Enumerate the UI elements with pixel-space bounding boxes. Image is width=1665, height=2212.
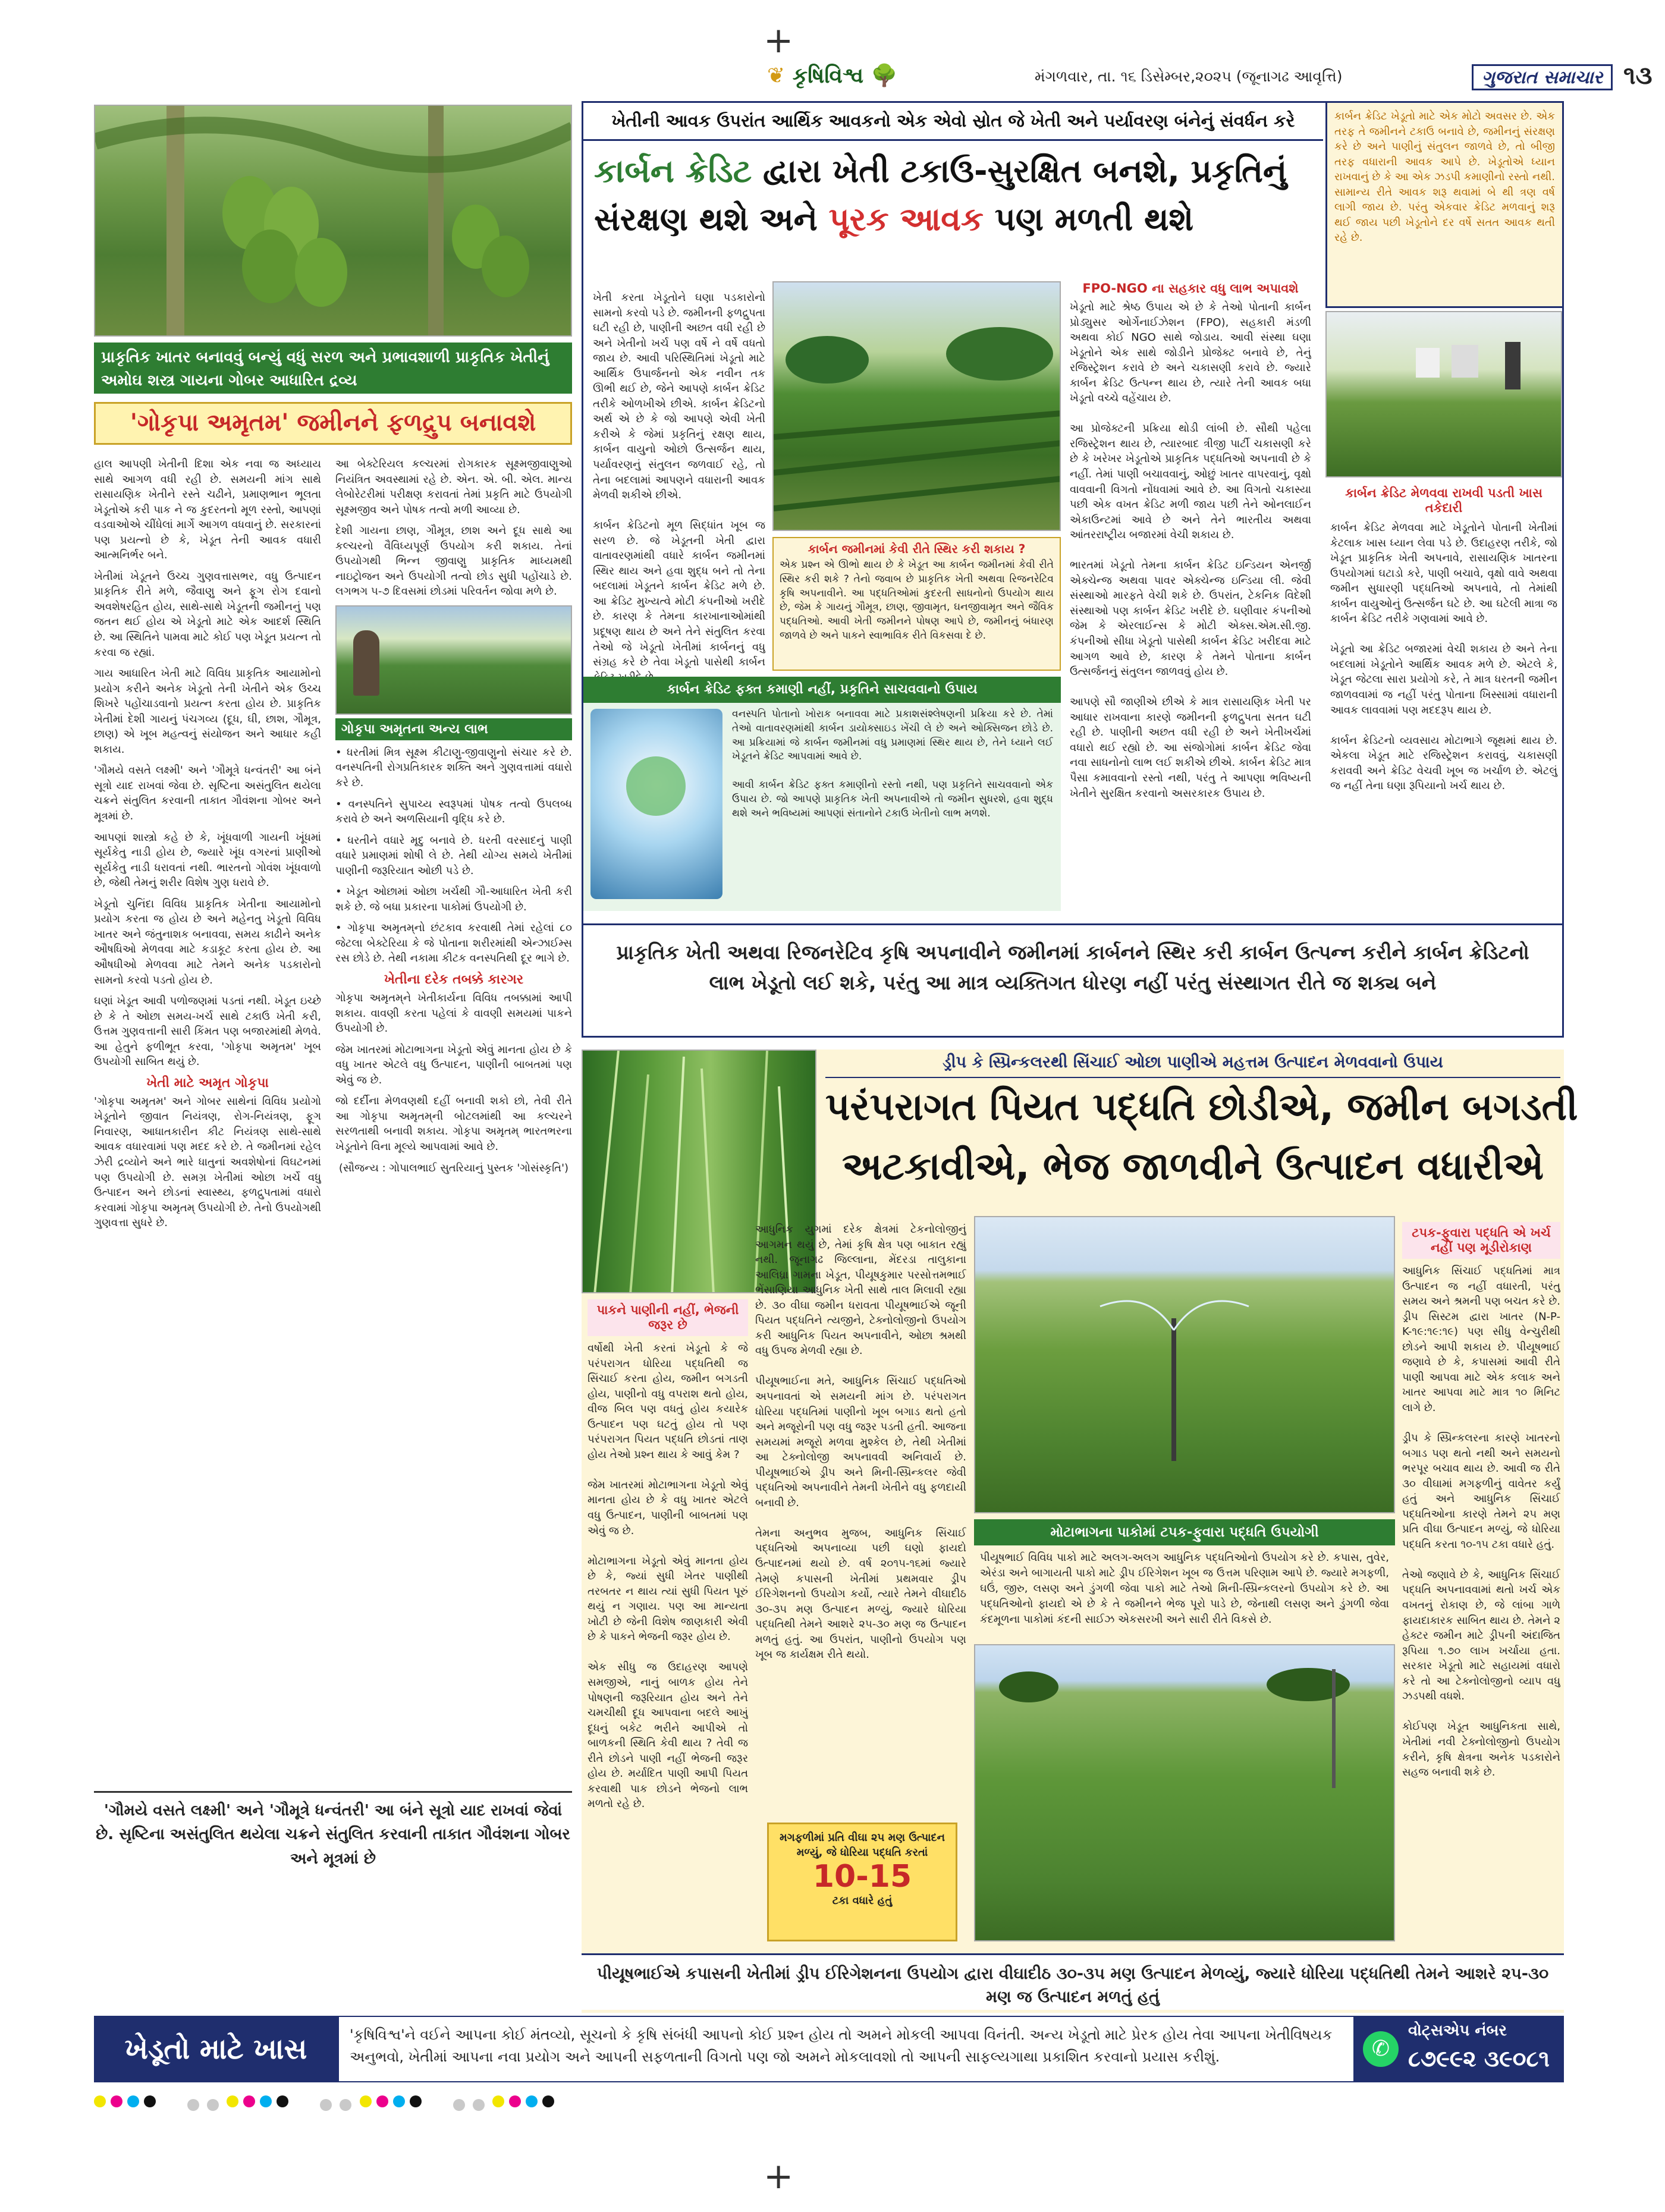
carbon-box-1-title: કાર્બન જમીનમાં કેવી રીતે સ્થિર કરી શકાય ? <box>808 542 1026 556</box>
benefit-text: ધરતીમાં મિત્ર સૂક્ષ્મ કીટાણુ-જીવાણુનો સંચાર કરે છે. વનસ્પતિની રોગપ્રતિકારક શક્તિ અને ગુણવત્તામાં વધારો કરે છે. <box>335 746 572 790</box>
carbon-right-text: કાર્બન ક્રેડિટ મેળવવા માટે ખેડૂતોને પોતાની ખેતીમાં કેટલાક ખાસ ધ્યાન લેવા પડે છે. ઉદાહરણ તરીકે, જો ખેડૂત પ્રાકૃતિક ખેતી અપનાવે, રાસાયણિક ખાતરના ઉપયોગમાં ઘટાડો કરે, પાણી બચાવે, વૃક્ષો વાવે અથવા જમીન સુધારણી પદ્ધતિઓ અપનાવે, તો તેમાંથી કાર્બન વાયુઓનું ઉત્સર્જન ઘટે છે. આ ઘટેલી માત્રા જ કાર્બન ક્રેડિટ તરીકે ગણવામાં આવે છે. ખેડૂતો આ ક્રેડિટ બજારમાં વેચી શકાય છે અને તેના બદલામાં ખેડૂતોને આર્થિક આવક મળે છે. એટલે કે, ખેડૂત જેટલા સારા પ્રયોગો કરે, તે માત્ર ધરતની જમીન જાળવવામાં જ નહીં પરંતુ પોતાના ખિસ્સામાં વધારાની આવક લાવવામાં પણ મદદરૂપ થાય છે. કાર્બન ક્રેડિટનો વ્યવસાય મોટાભાગે જૂથમાં થાય છે. એકલા ખેડૂત માટે રજિસ્ટ્રેશન કરાવવું, ચકાસણી કરાવવી અને ક્રેડિટ વેચવી ખૂબ જ ખર્ચાળ છે. એટલું જ નહીં તેના ઘણા રૂપિયાનો ખર્ચ થાય છે. <box>1330 521 1557 793</box>
irrigation-right-subhead: ટપક-ફુવારા પદ્ધતિ એ ખર્ચ નહીં પણ મૂડીરોકાણ <box>1402 1222 1560 1259</box>
newspaper-masthead: ગુજરાત સમાચાર <box>1472 64 1613 90</box>
registration-mark-bottom: + <box>764 2156 794 2197</box>
registration-dot <box>509 2095 521 2107</box>
carbon-box-1 <box>772 537 1061 671</box>
farmer-figure <box>353 630 379 696</box>
registration-dot <box>243 2095 255 2107</box>
gray-bar <box>473 2099 485 2111</box>
whatsapp-number: ૮૭૯૯૨ ૩૯૦૮૧ <box>1408 2046 1550 2072</box>
whatsapp-box <box>1355 2016 1564 2082</box>
carbon-globe-photo <box>590 709 722 899</box>
source-credit: (સૌજન્ય : ગોપાલભાઈ સુતરિયાનું પુસ્તક 'ગોસંસ્કૃતિ') <box>338 1161 569 1174</box>
irrigation-headline-line1: પરંપરાગત પિયત પદ્ધતિ છોડીએ, જમીન બગડતી <box>825 1085 1578 1129</box>
carbon-sidebar: કાર્બન ક્રેડિટ ખેડૂતો માટે એક મોટો અવસર છે. એક તરફ તે જમીનને ટકાઉ બનાવે છે, જમીનનું સંરક્ષણ કરે છે અને પાણીનું સંતુલન જાળવે છે, તો બીજી તરફ વધારાની આવક આપે છે. ખેડૂતોએ ધ્યાન રાખવાનું છે કે આ એક ઝડપી કમાણીનો રસ્તો નથી. સામાન્ય રીતે આવક શરૂ થવામાં બે થી ત્રણ વર્ષ લાગી જાય છે. પરંતુ એકવાર ક્રેડિટ મળવાનું શરૂ થઈ જાય પછી ખેડૂતોને દર વર્ષે સતત આવક થતી રહે છે. <box>1325 103 1562 308</box>
benefit-item: • વનસ્પતિને સુપાચ્ય સ્વરૂપમાં પોષક તત્વો ઉપલબ્ધ કરાવે છે અને અળસિયાની વૃદ્ધિ કરે છે. <box>335 797 572 826</box>
registration-dot <box>410 2095 422 2107</box>
drip-field-photo <box>974 1216 1395 1513</box>
carbon-box-2 <box>583 703 1061 911</box>
registration-mark-top: + <box>764 20 794 61</box>
article-paragraph: જો દર્દીના મેળવણથી દહીં બનાવી શકો છો, તેવી રીતે આ ગોકૃપા અમૃતમ્‌ની બોટલમાંથી આ કલ્ચરને સરળતાથી બનાવી શકાય. ગોકૃપા અમૃતમ્ ભારતભરના ખેડૂતોને વિના મૂલ્યે આપવામાં આવે છે. <box>335 1095 572 1153</box>
registration-dot <box>277 2095 288 2107</box>
irrigation-headline-line2: અટકાવીએ, ભેજ જાળવીને ઉત્પાદન વધારીએ <box>841 1145 1544 1189</box>
carbon-headline-black-2: સંરક્ષણ થશે અને <box>594 200 818 238</box>
color-registration-strip <box>94 2095 1564 2113</box>
article-paragraph: ગોકૃપા અમૃતમ્‌ને ખેતીકાર્યના વિવિધ તબક્કામાં આપી શકાય. વાવણી કરતા પહેલાં કે વાવણી સમયમાં પાકને ઉપયોગી છે. <box>335 992 572 1035</box>
plough-photo <box>1325 311 1562 477</box>
fpo-title: FPO-NGO ના સહકાર વધુ લાભ અપાવશે <box>1082 281 1299 296</box>
gokrupa-story <box>94 105 572 1900</box>
article-paragraph: દેશી ગાયના છાણ, ગૌમૂત્ર, છાશ અને દૂધ સાથે આ કલ્ચરનો વૈવિધ્યપૂર્ણ ઉપયોગ કરી શકાય. તેનાં ઉપયોગથી ભિન્ન જીવાણુ પ્રાકૃતિક માધ્યમથી નાઇટ્રોજન અને ઉપયોગી તત્વો છોડ સુધી પહોંચાડે છે. લગભગ ૫-૭ દિવસમાં છોડમાં પરિવર્તન જોવા મળે છે. <box>335 524 572 598</box>
registration-dot <box>360 2095 372 2107</box>
irrigation-footer: પીયૂષભાઈએ કપાસની ખેતીમાં ડ્રીપ ઈરિગેશનના ઉપયોગ દ્વારા વીઘાદીઠ ૩૦-૩૫ મણ ઉત્પાદન મેળવ્યું, જ્યારે ધોરિયા પદ્ધતિથી તેમને આશરે ૨૫-૩૦ મણ જ ઉત્પાદન મળતું હતું <box>582 1953 1564 2010</box>
registration-dot <box>144 2095 156 2107</box>
carbon-box-1-text: એક પ્રશ્ન એ ઊભો થાય છે કે ખેડૂત આ કાર્બન જમીનમાં કેવી રીતે સ્થિર કરી શકે ? તેનો જવાબ છે પ્રાકૃતિક ખેતી અથવા રિજનરેટિવ કૃષિ અપનાવીને. આ પદ્ધતિઓમાં કુદરતી સાધનોનો ઉપયોગ થાય છે, જેમ કે ગાયનું ગૌમૂત્ર, છાણ, જીવામૃત, ઘનજીવામૃત અને જૈવિક પદ્ધતિઓ. આવી ખેતી જમીનને પોષણ આપે છે, જમીનનું બંધારણ જાળવે છે અને પાકને સ્વાભાવિક રીતે વિકસવા દે છે. <box>780 559 1054 642</box>
globe-icon <box>626 756 686 816</box>
gokrupa-column-1 <box>94 457 321 1777</box>
usage-title: ખેતીના દરેક તબક્કે કારગર <box>384 972 524 988</box>
benefits-title: ગોકૃપા અમૃતના અન્ય લાભ <box>335 718 572 740</box>
irrigation-col2-text: આધુનિક યુગમાં દરેક ક્ષેત્રમાં ટેકનોલોજીનું આગમન થયું છે, તેમાં કૃષિ ક્ષેત્ર પણ બાકાત રહ્યું નથી. જૂનાગઢ જિલ્લાના, મેંદરડા તાલુકાના આલિધ્રા ગામના ખેડૂત, પીયૂષકુમાર પરસોત્તમભાઈ ભેંસાણિયા આધુનિક ખેતી સાથે તાલ મિલાવી રહ્યા છે. ૩૦ વીઘા જમીન ધરાવતા પીયૂષભાઈએ જૂની પિયત પદ્ધતિને ત્યજીને, ટેક્નોલોજીનો ઉપયોગ કરી આધુનિક પિયત અપનાવીને, ઓછા શ્રમથી વધુ ઉપજ મેળવી રહ્યા છે. પીયૂષભાઈના મતે, આધુનિક સિંચાઈ પદ્ધતિઓ અપનાવતાં એ સમયની માંગ છે. પરંપરાગત ધોરિયા પદ્ધતિમાં પાણીનો ખૂબ બગાડ થતો હતો અને મજૂરોની પણ વધુ જરૂર પડતી હતી. આજના સમયમાં મજૂરો મળવા મુશ્કેલ છે, તેથી ખેતીમાં આ ટેક્નોલોજી અપનાવવી અનિવાર્ય છે. પીયૂષભાઈએ ડ્રીપ અને મિની-સ્પ્રિન્કલર જેવી પદ્ધતિઓ અપનાવીને તેમની ખેતીને વધુ ફળદાયી બનાવી છે. તેમના અનુભવ મુજબ, આધુનિક સિંચાઈ પદ્ધતિઓ અપનાવ્યા પછી ઘણો ફાયદો ઉત્પાદનમાં થયો છે. વર્ષ ૨૦૧૫-૧૬માં જ્યારે તેમણે કપાસની ખેતીમાં પ્રથમવાર ડ્રીપ ઈરિગેશનનો ઉપયોગ કર્યો, ત્યારે તેમને વીઘાદીઠ ૩૦-૩૫ મણ ઉત્પાદન મળ્યું, જ્યારે ધોરિયા પદ્ધતિથી તેમને આશરે ૨૫-૩૦ મણ જ ઉત્પાદન મળતું હતું. આ ઉપરાંત, પાણીનો ઉપયોગ પણ ખૂબ જ કાર્યક્ષમ રીતે થયો. <box>755 1223 966 1661</box>
gray-bar <box>320 2099 332 2111</box>
fpo-text: ખેડૂતો માટે શ્રેષ્ઠ ઉપાય એ છે કે તેઓ પોતાની કાર્બન પ્રોડ્યુસર ઓર્ગેનાઈઝેશન (FPO), સહકારી મંડળી અથવા કોઈ NGO સાથે જોડાય. આવી સંસ્થા ઘણા ખેડૂતોને એક સાથે જોડીને પ્રોજેક્ટ બનાવે છે, તેનું રજિસ્ટ્રેશન કરાવે છે અને ચકાસણી કરાવે છે. જ્યારે કાર્બન ક્રેડિટ ઉત્પન્ન થાય છે, ત્યારે તેની આવક બધા ખેડૂતો વચ્ચે વહેંચાય છે. આ પ્રોજેક્ટની પ્રક્રિયા થોડી લાંબી છે. સૌથી પહેલા રજિસ્ટ્રેશન થાય છે, ત્યારબાદ ત્રીજી પાર્ટી ચકાસણી કરે છે કે ખરેખર ખેડૂતોએ પ્રાકૃતિક પદ્ધતિઓ અપનાવી છે કે નહીં. તેમાં પાણી બચાવવાનું, ઓછું ખાતર વાપરવાનું, વૃક્ષો વાવવાની વિગતો નોંધવામાં આવે છે. આ વિગતો ચકાસ્યા પછી એક વખત ક્રેડિટ મળી જાય પછી તેને ઓનલાઈન એકાઉન્ટમાં આવે છે અને તેને ભારતીય અથવા આંતરરાષ્ટ્રીય બજારમાં વેચી શકાય છે. ભારતમાં ખેડૂતો તેમના કાર્બન ક્રેડિટ ઇન્ડિયન એનર્જી એક્ચેન્જ અથવા પાવર એક્ચેન્જ ઇન્ડિયા લી. જેવી સંસ્થાઓ મારફતે વેચી શકે છે. ઉપરાંત, ટેકનિક વિદેશી સંસ્થાઓ પણ કાર્બન ક્રેડિટ ખરીદે છે. ઘણીવાર કંપનીઓ જેમ કે એરલાઈન્સ કે મોટી એક્સ.એમ.સી.જી. કંપનીઓ સીધા ખેડૂતો પાસેથી કાર્બન ક્રેડિટ ખરીદવા માટે આગળ આવે છે, કારણ કે તેમને પોતાના કાર્બન ઉત્સર્જનનું સંતુલન જાળવવું હોય છે. આપણે સૌ જાણીએ છીએ કે માત્ર રાસાયણિક ખેતી પર આધાર રાખવાના કારણે જમીનની ફળદ્રુપતા સતત ઘટી રહી છે. પાણીની અછત વધી રહી છે અને ખેતીખર્ચમાં વધારો થઈ રહ્યો છે. આ સંજોગોમાં કાર્બન ક્રેડિટ જેવા નવા સાધનોનો લાભ લઈ શકીએ છીએ. કાર્બન ક્રેડિટ માત્ર પૈસા કમાવવાનો રસ્તો નથી, પરંતુ તે આપણા ભવિષ્યની ખેતીને સુરક્ષિત કરવાનો અસરકારક ઉપાય છે. <box>1070 301 1311 800</box>
field-trees <box>975 1645 1395 1941</box>
gray-bar <box>453 2099 465 2111</box>
carbon-headline-black: દ્વારા ખેતી ટકાઉ-સુરક્ષિત બનશે, પ્રકૃતિનું <box>762 152 1287 190</box>
registration-dot <box>492 2095 504 2107</box>
article-paragraph: ખેતી કરતા ખેડૂતોને ઘણા પડકારોનો સામનો કરવો પડે છે. જમીનની ફળદ્રુપતા ઘટી રહી છે, પાણીની અછત વધી રહી છે અને ખેતીનો ખર્ચ પણ વર્ષે ને વર્ષે વધતો જાય છે. આવી પરિસ્થિતિમાં ખેડૂતો માટે આર્થિક ઉપાર્જનનો એક નવીન તક ઊભી થઈ છે, જેને આપણે કાર્બન ક્રેડિટ તરીકે ઓળખીએ છીએ. કાર્બન ક્રેડિટનો અર્થ એ છે કે જો આપણે એવી ખેતી કરીએ કે જેમાં પ્રકૃતિનું રક્ષણ થાય, કાર્બન વાયુનો ઓછો ઉત્સર્જન થાય, પર્યાવરણનું સંતુલન જળવાઈ રહે, તો તેના બદલામાં આપણને વધારાની આવક મેળવી શકીએ છીએ. કાર્બન ક્રેડિટનો મૂળ સિદ્ધાંત ખૂબ જ સરળ છે. જે ખેડૂતની ખેતી દ્વારા વાતાવરણમાંથી વધારે કાર્બન જમીનમાં સ્થિર થાય અને હવા શુદ્ધ બને તો તેના બદલામાં ખેડૂતને કાર્બન ક્રેડિટ મળે છે. આ ક્રેડિટ મુખ્યત્વે મોટી કંપનીઓ ખરીદે છે. કારણ કે તેમના કારખાનાઓમાંથી પ્રદૂષણ થાય છે અને તેને સંતુલિત કરવા તેઓ જે ખેડૂતો ખેતીમાં કાર્બનનું વધુ સંગ્રહ કરે છે તેવા ખેડૂતો પાસેથી કાર્બન <box>593 291 765 669</box>
gray-bar <box>207 2099 219 2111</box>
carbon-headline-line2 <box>594 195 1314 243</box>
article-paragraph: હાલ આપણી ખેતીની દિશા એક નવા જ અધ્યાય સાથે આગળ વધી રહી છે. સમયની માંગ સાથે રાસાયણિક ખેતીને રસ્તે ચઢીને, પ્રમાણભાન ભૂલતા ખેડૂતોએ કરી પાક ને જ કુદરતનો મૂળ રસ્તો, આપણાં વડવાઓએ ચીંધેલાં માર્ગે આગળ વધવાનું છે. સરકારનાં પણ પ્રયત્નો છે કે, ખેડૂત તેની આવક વધારી આત્મનિર્ભર બને. <box>94 458 321 562</box>
article-paragraph: 'ગોકૃપા અમૃતમ' અને ગોબર સાથેનાં વિવિધ પ્રયોગો ખેડૂતોને જીવાત નિયંત્રણ, રોગ-નિયંત્રણ, ફૂગ નિવારણ, આધાતકારીન કીટ નિયંત્રણ સાથે-સાથે આવક વધારવામાં પણ મદદ કરે છે. તે જમીનમાં રહેલ ઝેરી દ્રવ્યોને અને ભારે ધાતુનાં અવશેષોનાં વિઘટનમાં પણ ઉપયોગી છે. સમગ્ર ખેતીમાં ઓછા ખર્ચે વધુ ઉત્પાદન અને છોડનાં સ્વાસ્થ્ય, ફળદ્રુપતામાં વધારો કરવામાં ગોકૃપા અમૃતમ્ ઉપયોગી છે. તેનો ઉપયોગથી ગુણવત્તા સુધરે છે. <box>94 1095 321 1230</box>
benefit-item: • ધરતીને વધારે મૃદુ બનાવે છે. ધરતી વરસાદનું પાણી વધારે પ્રમાણમાં શોષી લે છે. તેથી યોગ્ય સમયે ખેતીમાં પાણીની જરૂરિયાત ઓછી પડે છે. <box>335 834 572 877</box>
gokrupa-kicker: પ્રાકૃતિક ખાતર બનાવવું બન્યું વધું સરળ અને પ્રભાવશાળી પ્રાકૃતિક ખેતીનું અમોઘ શસ્ત્ર ગાયના ગોબર આધારિત દ્રવ્ય <box>94 343 572 394</box>
benefit-text: વનસ્પતિને સુપાચ્ય સ્વરૂપમાં પોષક તત્વો ઉપલબ્ધ કરાવે છે અને અળસિયાની વૃદ્ધિ કરે છે. <box>335 797 572 826</box>
article-paragraph: જેમ ખાતરમાં મોટાભાગના ખેડૂતો એવું માનતા હોય છે કે વધુ ખાતર એટલે વધુ ઉત્પાદન, પાણીની બાબતમાં પણ એવું જ છે. <box>335 1043 572 1086</box>
registration-dot <box>376 2095 388 2107</box>
irrigation-kicker: ડ્રીપ કે સ્પ્રિન્કલરથી સિંચાઈ ઓછા પાણીએ મહત્તમ ઉત્પાદન મેળવવાનો ઉપાય <box>825 1053 1560 1078</box>
benefit-item: • ખેડૂત ઓછામાં ઓછા ખર્ચથી ગૌ-આધારિત ખેતી કરી શકે છે. જે બધા પ્રકારના પાકોમાં ઉપયોગી છે. <box>335 885 572 913</box>
photo-caption-text: પીયૂષભાઈ વિવિધ પાકો માટે અલગ-અલગ આધુનિક પદ્ધતિઓનો ઉપયોગ કરે છે. કપાસ, તુવેર, એરંડા અને બાગાયતી પાકો માટે ડ્રીપ ઈરિગેશન ખૂબ જ ઉત્તમ પરિણામ આપે છે. જ્યારે મગફળી, ઘઉં, જીરુ, લસણ અને ડુંગળી જેવા પાકો માટે તેઓ મિની-સ્પ્રિન્કલરનો ઉપયોગ કરે છે. આ પદ્ધતિઓનો ફાયદો એ છે કે તે જમીનને ભેજ પૂરો પાડે છે, જેનાથી લસણ અને ડુંગળી જેવા કંદમૂળના પાકોમાં કંદની સાઈઝ એકસરખી અને સારી રીતે વિકસે છે. <box>980 1551 1389 1626</box>
irrigation-col1-text: વર્ષોથી ખેતી કરતાં ખેડૂતો કે જે પરંપરાગત ધોરિયા પદ્ધતિથી જ સિંચાઈ કરતા હોય, જમીન બગડતી હોય, પાણીનો વધુ વપરાશ થતો હોય, વીજ બિલ પણ વધતું હોય કયારેક ઉત્પાદન પણ ઘટતું હોય તો પણ પરંપરાગત પિયત પદ્ધતિ છોડતાં તાણ હોય તેઓ પ્રશ્ન થાય કે આવું કેમ ? જેમ ખાતરમાં મોટાભાગના ખેડૂતો એવું માનતા હોય છે કે વધુ ખાતર એટલે વધુ ઉત્પાદન, પાણીની બાબતમાં પણ એવું જ છે. મોટાભાગના ખેડૂતો એવું માનતા હોય છે કે, જ્યાં સુધી ખેતર પાણીથી તરબતર ન થાય ત્યાં સુધી પિયત પૂરું થયું ન ગણાય. પણ આ માન્યતા ખોટી છે જેની વિશેષ જાણકારી એવી છે કે પાકને ભેજની જરૂર હોય છે. એક સીધુ જ ઉદાહરણ આપણે સમજીએ, નાનું બાળક હોય તેને પોષણની જરૂરિયાત હોય અને તેને ચમચીથી દૂધ આપવાના બદલે આખું દૂધનું બકેટ ભરીને આપીએ તો બાળકની સ્થિતિ કેવી થાય ? તેવી જ રીતે છોડને પાણી નહીં ભેજની જરૂર હોય છે. મર્યાદિત પાણી આપી પિયત કરવાથી પાક છોડને ભેજનો લાભ મળતો રહે છે. <box>588 1342 748 1811</box>
gokrupa-subhead: ખેતી માટે અમૃત ગોકૃપા <box>146 1075 269 1091</box>
photo-caption-title: મોટાભાગના પાકોમાં ટપક-ફુવારા પદ્ધતિ ઉપયોગી <box>974 1519 1395 1545</box>
crops-photo <box>772 281 1061 531</box>
plough-illustration <box>1327 312 1562 477</box>
article-paragraph: આ બેક્ટેરિયલ કલ્ચરમાં રોગકારક સૂક્ષ્મજીવાણુઓ નિયંત્રિત અવસ્થામાં રહે છે. એન. એ. બી. એલ. માન્ય લેબોરેટરીમાં પરીક્ષણ કરાવતાં તેમાં પ્રકૃતિ માટે ઉપયોગી સૂક્ષ્મજીવ અને પોષક તત્વો મળી આવ્યા છે. <box>335 458 572 516</box>
benefit-text: ગોકૃપા અમૃતમ્‌નો છંટકાવ કરવાથી તેમાં રહેલાં ૮૦ જેટલા બેક્ટેરિયા કે જે પોતાના શરીરમાંથી એન્ઝાઈમ્સ રસ છોડે છે. તેથી નકામા કીટક વનસ્પતિથી દૂર ભાગે છે. <box>335 922 572 965</box>
gray-bar <box>187 2099 199 2111</box>
registration-dot <box>260 2095 272 2107</box>
gokrupa-headline: 'ગોકૃપા અમૃતમ' જમીનને ફળદ્રુપ બનાવશે <box>94 402 572 445</box>
carbon-headline-red: પૂરક આવક <box>828 200 984 238</box>
article-paragraph: ગાય આધારિત ખેતી માટે વિવિધ પ્રાકૃતિક આયામોનો પ્રયોગ કરીને અનેક ખેડૂતો તેની ખેતીને એક ઉચ્ચ શિખરે પહોંચાડવાનો પ્રયત્ન કરતા હોય છે. પ્રાકૃતિક ખેતીમાં દેશી ગાયનું પંચગવ્ય (દૂધ, ઘી, છાશ, ગૌમૂત્ર, છાણ) એ ખૂબ મહત્વનું સંયોજન અને આધાર કહી શકાય. <box>94 667 321 756</box>
registration-dot <box>542 2095 554 2107</box>
section-logo <box>767 63 897 89</box>
article-paragraph: ખેડૂતો ચુનિંદા વિવિધ પ્રાકૃતિક ખેતીના આયામોનો પ્રયોગ કરતા જ હોય છે અને મહેનતુ ખેડૂતો વિવિધ ખાતર અને જંતુનાશક બનાવવા, સમય કાઢીને અનેક ઔષધિઓ મેળવવા માટે કડાકૂટ કરતા હોય છે. આ ઔષધીઓ મેળવવા માટે તેમને અનેક પડકારોનો સામનો કરવો પડતો હોય છે. <box>94 897 321 986</box>
whatsapp-icon: ✆ <box>1363 2031 1399 2067</box>
page-header <box>767 59 1665 95</box>
irrigation-story <box>582 1050 1578 2013</box>
page-number: ૧૩ <box>1623 61 1653 90</box>
carbon-fpo-column <box>1070 281 1311 912</box>
irrigation-col1-subhead: પાકને પાણીની નહીં, ભેજની જરૂર છે <box>588 1299 748 1336</box>
highlight-value: 10-15 <box>812 1859 912 1895</box>
gokrupa-column-2 <box>335 457 572 1777</box>
article-paragraph: આપણાં શાસ્ત્રો કહે છે કે, ખૂંધવાળી ગાયની ખૂંધમાં સૂર્યકેતુ નાડી હોય છે, જ્યારે ખૂંધ વગરનાં પ્રાણીઓ સૂર્યકેતુ નાડી ધરાવતાં નથી. ભારતનો ગોવંશ ખૂંધવાળો છે, જેથી તેમનું શરીર વિશેષ ગુણ ધરાવે છે. <box>94 831 321 890</box>
irrigation-right-column <box>1402 1222 1560 1941</box>
irrigation-column-2 <box>755 1222 966 1817</box>
dateline: મંગળવાર, તા. ૧૬ ડિસેમ્બર,૨૦૨૫ (જૂનાગઢ આવૃત્તિ) <box>1035 68 1343 85</box>
farmer-field-photo <box>335 605 572 715</box>
carbon-headline-green: કાર્બન ક્રેડિટ <box>594 152 752 190</box>
bottom-band-text: 'કૃષિવિશ્વ'ને વઈને આપના કોઈ મંતવ્યો, સૂચનો કે કૃષિ સંબંધી આપનો કોઈ પ્રશ્ન હોય તો અમને મોકલી આપવા વિનંતી. અન્ય ખેડૂતો માટે પ્રેરક હોય તેવા આપના ખેતીવિષયક અનુભવો, ખેતીમાં આપના નવા પ્રયોગ અને આપની સફળતાની વિગતો પણ જો અમને મોકલાવશો તો આપની સાફલ્યગાથા પ્રકાશિત કરવાનો પ્રયાસ કરીશું. <box>338 2016 1355 2082</box>
registration-dot <box>94 2095 106 2107</box>
article-paragraph: ખેતીમાં ખેડૂતને ઉચ્ચ ગુણવત્તાસભર, વધુ ઉત્પાદન પ્રાકૃતિક રીતે મળે, જૈવાણુ અને ફૂગ રોગ દવાનો અવશેષરહિત હોય, સાથે-સાથે ખેડૂતની જમીનનું પણ જતન થઈ હોય એ ખેડૂતો માટે એક આદર્શ સ્થિતિ છે. આ સ્થિતિને પામવા માટે કોઈ પણ ખેડૂત પ્રયત્ન તો કરવા જ રહ્યાં. <box>94 570 321 659</box>
carbon-right-column <box>1325 483 1562 912</box>
benefit-item: • ધરતીમાં મિત્ર સૂક્ષ્મ કીટાણુ-જીવાણુનો સંચાર કરે છે. વનસ્પતિની રોગપ્રતિકારક શક્તિ અને ગુણવત્તામાં વધારો કરે છે. <box>335 746 572 790</box>
carbon-right-subhead: કાર્બન ક્રેડિટ મેળવવા રાખવી પડતી ખાસ તકેદારી <box>1345 486 1543 515</box>
carbon-box-2-title: કાર્બન ક્રેડિટ ફક્ત કમાણી નહીં, પ્રકૃતિને સાચવવાનો ઉપાય <box>583 677 1061 703</box>
papaya-illustration <box>95 106 572 337</box>
irrigation-column-1 <box>588 1299 748 1947</box>
article-paragraph: 'ગૌમયે વસતે લક્ષ્મી' અને 'ગૌમૂત્રે ધન્વંતરી' આ બંને સૂત્રો યાદ રાખવાં જેવા છે. સૃષ્ટિના અસંતુલિત થયેલા ચક્રને સંતુલિત કરવાની તાકાત ગૌવંશના ગોબર અને મૂત્રમાં છે. <box>94 764 321 823</box>
benefit-text: ધરતીને વધારે મૃદુ બનાવે છે. ધરતી વરસાદનું પાણી વધારે પ્રમાણમાં શોષી લે છે. તેથી યોગ્ય સમયે ખેતીમાં પાણીની જરૂરિયાત ઓછી પડે છે. <box>335 834 572 877</box>
carbon-box-2-text: વનસ્પતિ પોતાનો ખોરાક બનાવવા માટે પ્રકાશસંશ્લેષણની પ્રક્રિયા કરે છે. તેમાં તેઓ વાતાવરણમાંથી કાર્બન ડાયોક્સાઇડ ખેંચી લે છે અને ઓક્સિજન છોડે છે. આ પ્રક્રિયામાં જે કાર્બન જમીનમાં વધુ પ્રમાણમાં સ્થિર થાય છે, તેને ધ્યાને લઈ ખેડૂતને ક્રેડિટ આપવામાં આવે છે. આવી કાર્બન ક્રેડિટ ફક્ત કમાણીનો રસ્તો નથી, પણ પ્રકૃતિને સાચવવાનો એક ઉપાય છે. જો આપણે પ્રાકૃતિક ખેતી અપનાવીએ તો જમીન સુધરશે, હવા શુદ્ધ થશે અને ભવિષ્યમાં આપણાં સંતાનોને ટકાઉ ખેતીનો લાભ મળશે. <box>732 708 1053 819</box>
article-paragraph: ઘણાં ખેડૂત આવી પળોજણમાં પડતાં નથી. ખેડૂત ઇચ્છે છે કે તે ઓછા સમય-ખર્ચ સાથે ટકાઉ ખેતી કરી, ઉત્તમ ગુણવત્તાની સારી કિંમત પણ બજારમાંથી મેળવે. આ હેતુને ફળીભૂત કરવા, 'ગોકૃપા અમૃતમ' ખૂબ ઉપયોગી સાબિત થયું છે. <box>94 995 321 1069</box>
crop-rows <box>774 282 1061 531</box>
benefit-item: • ગોકૃપા અમૃતમ્‌નો છંટકાવ કરવાથી તેમાં રહેલાં ૮૦ જેટલા બેક્ટેરિયા કે જે પોતાના શરીરમાંથી એન્ઝાઈમ્સ રસ છોડે છે. તેથી નકામા કીટક વનસ્પતિથી દૂર ભાગે છે. <box>335 922 572 965</box>
irrigation-highlight-box <box>767 1823 957 1941</box>
registration-dot <box>127 2095 139 2107</box>
gray-bar <box>340 2099 351 2111</box>
gokrupa-footer-quote: 'ગૌમયે વસતે લક્ષ્મી' અને 'ગૌમૂત્રે ધન્વંતરી' આ બંને સૂત્રો યાદ રાખવાં જેવાં છે. સૃષ્ટિના અસંતુલિત થયેલા ચક્રને સંતુલિત કરવાની તાકાત ગૌવંશના ગોબર અને મૂત્રમાં છે <box>94 1791 572 1874</box>
bottom-band <box>94 2016 1564 2082</box>
tree-icon: 🌳 <box>871 64 898 88</box>
benefit-text: ખેડૂત ઓછામાં ઓછા ખર્ચથી ગૌ-આધારિત ખેતી કરી શકે છે. જે બધા પ્રકારના પાકોમાં ઉપયોગી છે. <box>335 885 572 913</box>
carbon-headline <box>594 147 1314 266</box>
leaf-icon: ❦ <box>767 64 786 88</box>
highlight-unit: ટકા વધારે હતું <box>832 1894 893 1907</box>
bottom-band-label: ખેડૂતો માટે ખાસ <box>94 2016 338 2082</box>
registration-dot <box>111 2095 122 2107</box>
whatsapp-label: વોટ્સએપ નંબર <box>1408 2022 1507 2040</box>
highlight-label: મગફળીમાં પ્રતિ વીઘા ૨૫ મણ ઉત્પાદન મળ્યું, જે ધોરિયા પદ્ધતિ કરતાં <box>779 1831 945 1859</box>
carbon-kicker: ખેતીની આવક ઉપરાંત આર્થિક આવકનો એક એવો સ્રોત જે ખેતી અને પર્યાવરણ બંનેનું સંવર્ધન કરે <box>583 103 1323 141</box>
sprinkler-illustration <box>975 1217 1395 1513</box>
carbon-credit-story <box>582 101 1564 1038</box>
registration-dot <box>526 2095 538 2107</box>
papaya-photo <box>94 105 572 337</box>
carbon-headline-black-3: પણ મળતી થશે <box>994 200 1194 238</box>
section-name: કૃષિવિશ્વ <box>792 64 864 88</box>
carbon-footer: પ્રાકૃતિક ખેતી અથવા રિજનરેટિવ કૃષિ અપનાવીને જમીનમાં કાર્બનને સ્થિર કરી કાર્બન ઉત્પન્ન કરીને કાર્બન ક્રેડિટનો લાભ ખેડૂતો લઈ શકે, પરંતુ આ માત્ર વ્યક્તિગત ધોરણ નહીં પરંતુ સંસ્થાગત રીતે જ શક્ય બને <box>583 923 1562 1035</box>
irrigation-right-text: આધુનિક સિંચાઈ પદ્ધતિમાં માત્ર ઉત્પાદન જ નહીં વધારતી, પરંતુ સમય અને શ્રમની પણ બચત કરે છે. ડ્રીપ સિસ્ટમ દ્વારા ખાતર (N-P-K-૧૯:૧૯:૧૯) પણ સીધુ વેન્ચુરીથી છોડને આપી શકાય છે. પીયૂષભાઈ જણાવે છે કે, કપાસમાં આવી રીતે પાણી આપવા માટે એક કલાક અને ખાતર આપવા માટે માત્ર ૧૦ મિનિટ લાગે છે. ડ્રીપ કે સ્પ્રિન્કલરના કારણે ખાતરનો બગાડ પણ થતો નથી અને સમયનો ભરપૂર બચાવ થાય છે. આવી જ રીતે ૩૦ વીઘામાં મગફળીનું વાવેતર કર્યું હતું અને આધુનિક સિંચાઈ પદ્ધતિઓના કારણે તેમને ૨૫ મણ પ્રતિ વીઘા ઉત્પાદન મળ્યું, જે ધોરિયા પદ્ધતિ કરતા ૧૦-૧૫ ટકા વધારે હતું. તેઓ જણાવે છે કે, આધુનિક સિંચાઈ પદ્ધતિ અપનાવવામાં થતો ખર્ચ એક વખતનું રોકાણ છે, જે લાંબા ગાળે ફાયદાકારક સાબિત થાય છે. તેમને ૨ હેક્ટર જમીન માટે ડ્રીપની અંદાજિત રૂપિયા ૧.૭૦ લાખ ખર્ચાયા હતા. સરકાર ખેડૂતો માટે સહાયમાં વધારો કરે તો આ ટેક્નોલોજીનો વ્યાપ વધુ ઝડપથી વધશે. કોઈપણ ખેડૂત આધુનિકતા સાથે, ખેતીમાં નવી ટેક્નોલોજીનો ઉપયોગ કરીને, કૃષિ ક્ષેત્રના અનેક પડકારોને સહજ બનાવી શકે છે. <box>1402 1265 1560 1779</box>
registration-dot <box>227 2095 238 2107</box>
registration-dot <box>393 2095 405 2107</box>
groundnut-field-photo <box>974 1644 1395 1941</box>
carbon-headline-line1 <box>594 147 1314 195</box>
